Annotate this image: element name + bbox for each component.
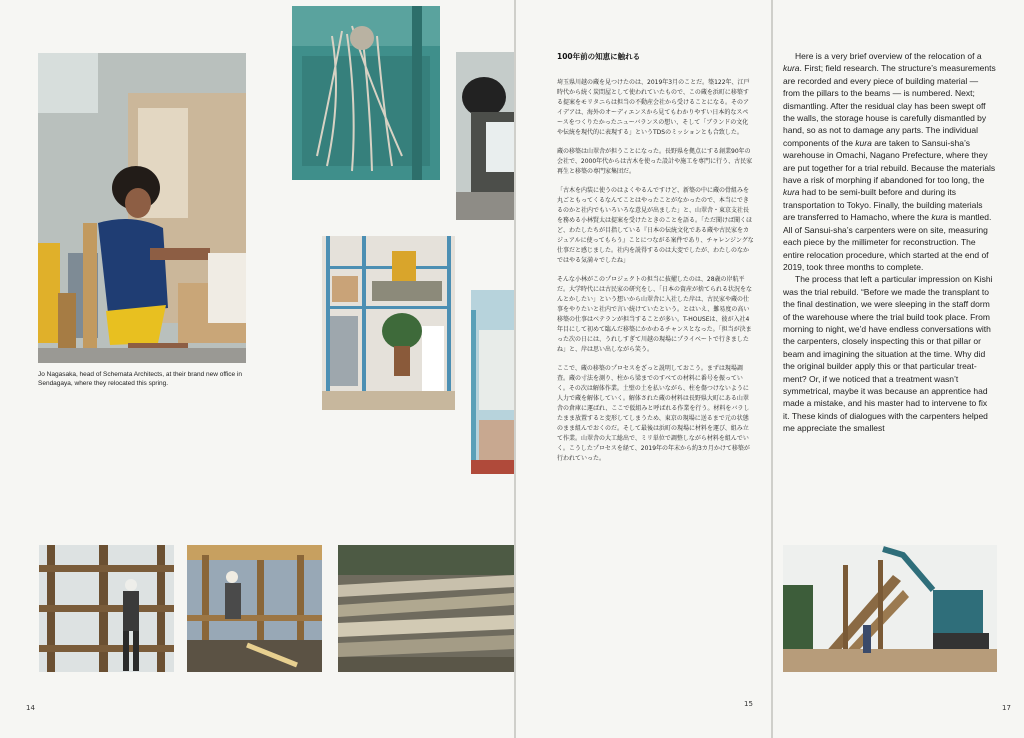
- jp-paragraph: そんな小林がこのプロジェクトの担当に抜擢したのは、28歳の岸航平だ。大学時代には古民家の研究をし、「日本の資産が捨てられる状況をなんとかしたい」という想いから山翠舎に入社した岸は、古民家や蔵の仕事をやりたいと社内で言い続けていたという。とはいえ、難易度の高い移築の仕事はベテランが担当することが多い。T-HOUSEは、彼が入社4年目にして初めて臨んだ移築にかかわるチャンスとなった。「担当が決まった次の日には、うれしすぎて川越の現場にプライベートで行きましたね」と、岸は思い出しながら笑う。: [557, 276, 753, 353]
- page-middle: [516, 0, 771, 738]
- page-number-right: 17: [1002, 704, 1011, 712]
- jp-heading: 100年前の知恵に触れる: [557, 52, 641, 61]
- photo-person-at-monitor: [456, 52, 514, 220]
- photo-office-shelves: [322, 236, 455, 410]
- en-body: [783, 50, 996, 435]
- en-paragraph-1: Here is a very brief overview of the relocation of a kura. First; field research. The structure’s measurements are recorded and every piece of building material — from the pillars to the beams — is numbered. Next; dismantling. After the residual clay has been swept off the walls, the storage house is carefully dismantled by hand, so as not to damage any parts. The individual components of the kura are taken to Sansui-sha’s warehouse in Omachi, Nagano Prefecture, where they are put together for a trial rebuild. Because the materials have a risk of morphing if abandoned for too long, the kura had to be semi-built before and during its transportation to Tokyo. Finally, the building materials are transferred to Hamacho, where the kura is mantled. All of Sansui-sha’s carpenters were on site, measuring each piece by the millimeter for reconstruction. The entire relocation procedure, which started at the end of 2019, took three months to complete.: [783, 51, 996, 272]
- jp-paragraph: 「古木を内装に使うのはよくやるんですけど、新築の中に蔵の骨組みを丸ごともってくるなんてことはやったことがなかったので、本当にできるのかと社内でもいろいろな意見が出ました」と、山翠舎・東京支社長を務める小林賢太は提案を受けたときのことを語る。「ただ聞けば聞くほど、わたしたちが目指している『日本の伝統文化である蔵や古民家をカジュアルに使ってもらう』ことにつながる案件であり、チャレンジングな仕事だと感じました。社内を説得するのは大変でしたが、わたしのなかではやる気満々でしたね」: [557, 187, 754, 264]
- jp-paragraph: ここで、蔵の移築のプロセスをざっと説明しておこう。まずは現場調査。蔵の寸法を測り、柱から梁までのすべての材料に番号を振っていく。その次は解体作業。土壁の土を払いながら、柱を傷つけないように人力で蔵を解体していく。解体された蔵の材料は長野県大町にある山翠舎の倉庫に運ばれ、ここで仮組みと呼ばれる作業を行う。材料をバラしたまま放置すると変形してしまうため、東京の現場に送るまで元の状態のまま組んでおくのだ。そして最後は浜町の現場に材料を運び、組み立て作業。山翠舎の大工総出で、ミリ単位で調整しながら材料を組んでいく。こうしたプロセスを経て、2019年の年末から約3カ月かけて移築が行われていった。: [557, 365, 750, 462]
- photo-wall-cables: [292, 6, 440, 180]
- photo-excavator-site: [783, 545, 997, 672]
- photo-caption: Jo Nagasaka, head of Schemata Architects, at their brand new office in Sendagaya, where they relocated this spring.: [38, 371, 243, 387]
- page-number-left: 14: [26, 704, 35, 712]
- en-paragraph-2: The process that left a particular impression on Kishi was the trial rebuild. “Before we made the transplant to the final destination, we were sleeping in the staff dorm of the warehouse where the trial build took place. From morning to night, we’d have endless conversations with the carpenters, closely inspecting this or that pillar or beam and imagining the situation at the time. Why did the original builder apply this or that particular treatment? Or, if we noticed that a treatment wasn’t symmetrical, maybe it was because an apprentice had made a mistake, and his master had to intervene to fix it. These kinds of dialogues with the carpenters helped me appreciate the smallest: [783, 274, 993, 434]
- photo-timber-frame-workers: [187, 545, 322, 672]
- jp-paragraph: 埼玉県川越の蔵を見つけたのは、2019年3月のことだ。築122年、江戸時代から続く炭問屋として使われていたもので、この蔵を浜町に移築する提案をモリタニらは担当の不動産会社から受けることになる。そのアイデアは、海外のオーディエンスから見てもわかりやすい日本的なスペースをつくりたかったニューバランスの想い、そして「ブランドの文化や伝統を現代的に表現する」というTDSのミッションとも合致した。: [557, 79, 750, 136]
- page-right: [773, 0, 1024, 738]
- photo-interior-glass: [471, 290, 514, 474]
- photo-stacked-beams: [338, 545, 514, 672]
- jp-body: [557, 78, 754, 473]
- photo-scaffold-worker: [39, 545, 174, 672]
- jp-paragraph: 蔵の移築は山翠舎が担うことになった。長野県を拠点にする創業90年の会社で、2000年代からは古木を使った設計や施工を専門に行う、古民家再生と移築の専門家集団だ。: [557, 148, 753, 175]
- photo-architect-at-desk: [38, 53, 246, 363]
- page-number-middle: 15: [744, 700, 753, 708]
